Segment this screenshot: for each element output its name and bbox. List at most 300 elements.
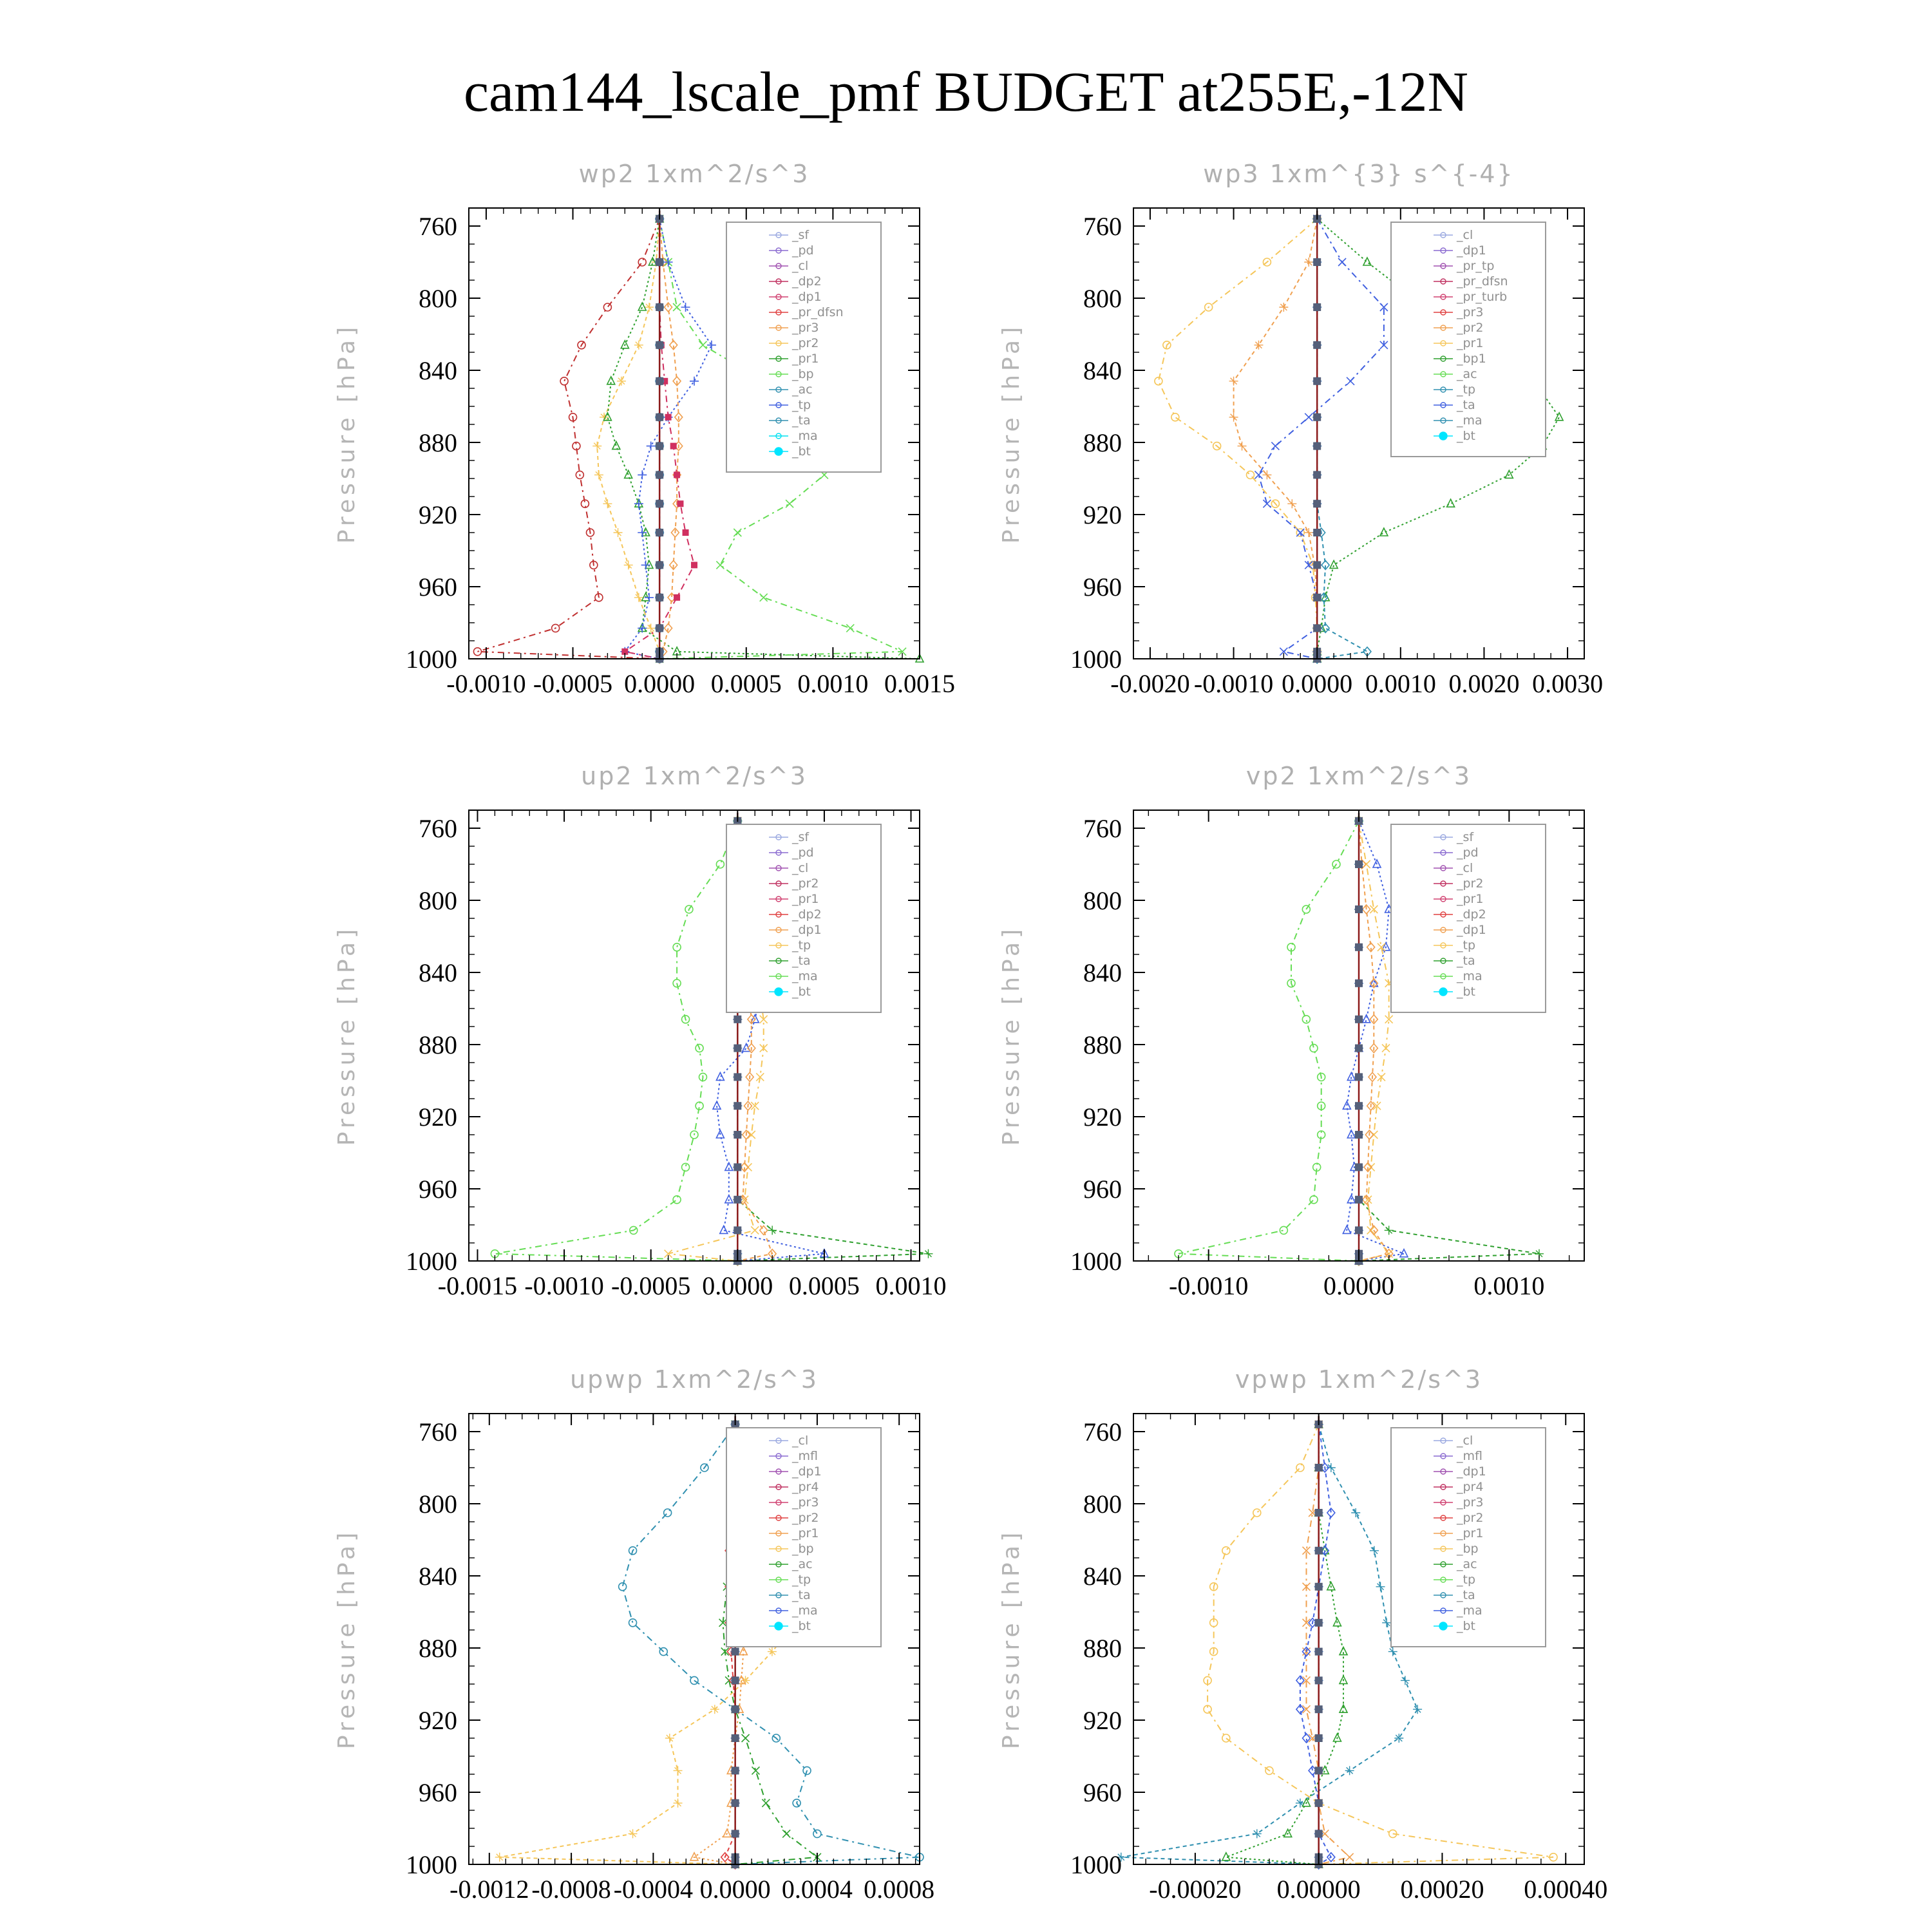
legend-label: _dp2 [792, 274, 822, 289]
point-_tp [1345, 1766, 1354, 1775]
point-_pr3 [1304, 258, 1313, 267]
center-marker [656, 413, 663, 421]
center-marker [1355, 1131, 1363, 1139]
point-_tp [1253, 1829, 1262, 1838]
point-_pr1 [1253, 1509, 1261, 1517]
point-_dp1 [1280, 1226, 1287, 1234]
panel-title: upwp 1xm^2/s^3 [570, 1365, 819, 1394]
center-marker [1355, 980, 1363, 987]
point-_tp [619, 1583, 627, 1591]
x-tick-label: -0.00020 [1149, 1875, 1242, 1904]
y-tick-label: 760 [1083, 1417, 1122, 1446]
legend-label: _pr1 [1457, 336, 1484, 350]
panel-4 [998, 762, 1584, 1300]
point-_tp [1351, 1508, 1360, 1517]
point-_tp [664, 1509, 672, 1517]
center-marker [1313, 529, 1321, 536]
figure-title: cam144_lscale_pmf BUDGET at255E,-12N [463, 61, 1469, 124]
y-tick-label: 920 [1083, 1103, 1122, 1132]
center-marker [656, 624, 663, 632]
legend-label: _ma [792, 429, 818, 443]
x-tick-label: 0.0005 [710, 669, 782, 698]
center-marker [1355, 1163, 1363, 1171]
legend-label: _dp2 [1457, 907, 1486, 922]
point-_tp [1382, 1618, 1391, 1627]
point-_pr2 [634, 341, 643, 350]
legend-label: _cl [792, 1434, 809, 1448]
legend-marker [1439, 1622, 1447, 1630]
x-tick-label: 0.00000 [1276, 1875, 1361, 1904]
y-tick-label: 840 [419, 1562, 457, 1591]
x-tick-label: -0.0010 [524, 1271, 604, 1300]
x-tick-label: 0.0005 [788, 1271, 860, 1300]
x-tick-label: -0.0020 [1110, 669, 1190, 698]
center-marker [1355, 1073, 1363, 1081]
point-_pr2 [624, 560, 633, 569]
center-marker [1355, 1045, 1363, 1052]
point-_dp1 [1310, 1196, 1318, 1204]
y-tick-label: 880 [1083, 428, 1122, 457]
legend-label: _ma [1457, 1604, 1482, 1618]
center-marker [732, 1799, 739, 1807]
y-tick-label: 760 [419, 1417, 457, 1446]
point-_tp [1388, 1647, 1397, 1656]
point-_pr2 [647, 623, 656, 632]
y-tick-label: 960 [1083, 1778, 1122, 1807]
center-marker [1313, 258, 1321, 266]
point-_dp1 [673, 943, 681, 951]
point-_pr1 [674, 1799, 683, 1808]
point-_pr1 [751, 1226, 759, 1234]
center-marker [1355, 1196, 1363, 1204]
y-tick-label: 960 [419, 1175, 457, 1204]
center-marker [734, 1226, 741, 1234]
center-marker [732, 1676, 739, 1684]
point-_pr2 [1346, 1853, 1354, 1861]
point-_ta [638, 470, 647, 479]
legend-label: _dp1 [1457, 1464, 1486, 1479]
y-tick-label: 960 [419, 573, 457, 601]
y-tick-label: 840 [419, 958, 457, 987]
legend-label: _ta [792, 954, 811, 968]
point-_ta [707, 341, 716, 350]
center-marker [734, 1196, 741, 1204]
point-_pr1 [1222, 1734, 1230, 1742]
legend-label: _ta [1457, 954, 1475, 968]
x-tick-label: 0.0020 [1448, 669, 1520, 698]
legend-label: _bp1 [1457, 352, 1486, 366]
legend-label: _bp [792, 367, 814, 381]
legend-label: _pr2 [792, 876, 819, 891]
point-_pd [683, 529, 689, 536]
y-tick-label: 920 [419, 1103, 457, 1132]
point-_tp [813, 1830, 821, 1837]
legend-label: _pd [1457, 846, 1479, 860]
y-tick-label: 760 [1083, 212, 1122, 241]
point-_dp2 [560, 377, 568, 385]
series-line-_pr2 [597, 219, 659, 659]
series-line-_dp1 [1179, 821, 1359, 1261]
y-tick-label: 880 [1083, 1634, 1122, 1663]
panel-6 [998, 1365, 1607, 1904]
x-tick-label: -0.0012 [450, 1875, 529, 1904]
panel-3 [334, 762, 947, 1300]
legend-label: _pr1 [792, 352, 819, 366]
y-tick-label: 920 [419, 1706, 457, 1735]
point-_ta [1347, 377, 1354, 385]
center-marker [1315, 1509, 1323, 1517]
legend-label: _bt [792, 444, 811, 459]
legend-label: _pr3 [792, 321, 819, 335]
legend-marker [775, 988, 782, 996]
legend-label: _pr2 [792, 336, 819, 350]
point-_pd [665, 414, 672, 421]
y-tick-label: 800 [419, 1490, 457, 1519]
point-_dp2 [923, 1249, 933, 1258]
legend-label: _ac [1457, 367, 1477, 381]
center-marker [1355, 860, 1363, 868]
legend-label: _pr3 [1457, 1495, 1484, 1510]
point-_pr2 [603, 499, 612, 508]
legend-label: _ac [1457, 1557, 1477, 1571]
legend-label: _pr2 [1457, 876, 1484, 891]
center-marker [1313, 594, 1321, 601]
point-_dp1 [1310, 1045, 1318, 1052]
y-tick-label: 880 [419, 1030, 457, 1059]
x-tick-label: 0.0004 [781, 1875, 853, 1904]
point-_pr2 [594, 470, 603, 479]
legend-label: _pr2 [792, 1511, 819, 1525]
legend-label: _bt [1457, 985, 1476, 999]
legend-label: _ma [792, 969, 818, 983]
center-marker [1355, 943, 1363, 951]
point-_ta [1255, 471, 1262, 478]
point-_pr2 [617, 377, 626, 386]
legend-label: _tp [1457, 383, 1476, 397]
x-tick-label: 0.0000 [702, 1271, 773, 1300]
center-marker [1315, 1766, 1323, 1774]
center-marker [656, 500, 663, 507]
point-_pd [691, 562, 697, 568]
point-_pr3 [1304, 528, 1313, 537]
point-_pr3 [1279, 303, 1288, 312]
y-tick-label: 800 [1083, 284, 1122, 313]
point-_ta [1338, 258, 1346, 266]
point-_ta [1263, 500, 1271, 507]
legend-label: _pr_turb [1457, 290, 1508, 304]
point-_pr3 [1254, 341, 1263, 350]
legend-label: _cl [1457, 861, 1473, 875]
legend-label: _dp1 [792, 1464, 822, 1479]
point-_pr2 [614, 528, 623, 537]
point-_ta [1296, 529, 1304, 536]
series-line-_tp [1317, 219, 1367, 659]
y-axis-label: Pressure [hPa] [334, 1528, 360, 1750]
y-tick-label: 960 [1083, 573, 1122, 601]
center-marker [1313, 442, 1321, 450]
point-_dp2 [1385, 1226, 1394, 1235]
center-marker [656, 529, 663, 536]
point-_tp [1401, 1676, 1410, 1685]
point-_tp [1376, 1582, 1385, 1591]
legend-label: _pd [792, 846, 814, 860]
x-tick-label: -0.0010 [1169, 1271, 1249, 1300]
legend-marker [775, 448, 782, 455]
series-line-_pr3 [659, 219, 679, 659]
point-_bp1 [1447, 499, 1455, 507]
legend-label: _pr4 [792, 1480, 819, 1494]
x-tick-label: 0.0000 [624, 669, 696, 698]
center-marker [1355, 1016, 1363, 1023]
x-tick-label: 0.00040 [1524, 1875, 1608, 1904]
legend-label: _ac [792, 383, 813, 397]
center-marker [734, 1131, 741, 1139]
point-_pd [670, 443, 677, 450]
legend-label: _dp2 [792, 907, 822, 922]
series-line-_dp2 [478, 219, 660, 659]
point-_pr1 [1296, 1464, 1304, 1472]
y-tick-label: 760 [419, 814, 457, 843]
point-_pr1 [748, 1131, 755, 1139]
y-tick-label: 960 [419, 1778, 457, 1807]
point-_tp [629, 1619, 637, 1627]
y-tick-label: 800 [1083, 1490, 1122, 1519]
y-tick-label: 1000 [406, 1850, 457, 1879]
point-_bp1 [1555, 413, 1563, 421]
center-marker [1313, 377, 1321, 385]
center-marker [1315, 1799, 1323, 1807]
legend-label: _pr_tp [1457, 259, 1495, 273]
point-_dp2 [603, 303, 611, 311]
center-marker [1315, 1583, 1323, 1591]
x-tick-label: 0.00020 [1400, 1875, 1484, 1904]
legend-label: _pr4 [1457, 1480, 1484, 1494]
center-marker [1313, 413, 1321, 421]
center-marker [1315, 1547, 1323, 1555]
legend-label: _pr2 [1457, 321, 1484, 335]
y-tick-label: 1000 [1070, 645, 1122, 674]
legend-label: _ma [1457, 969, 1482, 983]
x-tick-label: 0.0000 [699, 1875, 771, 1904]
panel-1 [334, 160, 955, 698]
center-marker [734, 1073, 741, 1081]
point-_bp [673, 303, 681, 311]
x-tick-label: 0.0000 [1282, 669, 1353, 698]
legend-label: _pr1 [1457, 1526, 1484, 1540]
legend-label: _ta [792, 413, 811, 428]
y-tick-label: 840 [1083, 356, 1122, 385]
point-_pr2 [592, 442, 601, 451]
center-marker [1315, 1648, 1323, 1656]
y-tick-label: 880 [419, 1634, 457, 1663]
point-_tp [1370, 1546, 1379, 1555]
legend-label: _ac [792, 1557, 813, 1571]
x-tick-label: 0.0010 [797, 669, 869, 698]
legend-label: _pr3 [792, 1495, 819, 1510]
point-_pr2 [1246, 471, 1254, 478]
y-tick-label: 840 [419, 356, 457, 385]
point-_dp2 [768, 1226, 777, 1235]
legend-label: _pr_dfsn [792, 305, 844, 319]
series-line-_dp1 [495, 821, 737, 1261]
legend-label: _pr1 [792, 1526, 819, 1540]
center-marker [732, 1830, 739, 1837]
y-tick-label: 800 [1083, 886, 1122, 915]
y-axis-label: Pressure [hPa] [998, 323, 1025, 544]
y-tick-label: 880 [419, 428, 457, 457]
y-tick-label: 840 [1083, 1562, 1122, 1591]
y-tick-label: 1000 [1070, 1247, 1122, 1276]
series-line-_pr3 [1234, 219, 1318, 659]
point-_pr3 [1287, 499, 1296, 508]
x-tick-label: -0.0005 [611, 1271, 691, 1300]
point-_ta [716, 1072, 724, 1080]
point-_dp2 [638, 258, 646, 266]
legend-label: _bp [1457, 1542, 1479, 1556]
legend-label: _ta [1457, 1588, 1475, 1602]
y-tick-label: 1000 [406, 1247, 457, 1276]
x-tick-label: 0.0010 [875, 1271, 947, 1300]
legend-label: _sf [792, 830, 810, 844]
legend-label: _mfl [792, 1449, 818, 1463]
point-_ta [690, 377, 699, 386]
point-_bp1 [1363, 258, 1371, 265]
point-_dp1 [1302, 1016, 1310, 1023]
legend-label: _pr1 [1457, 892, 1484, 906]
center-marker [1315, 1734, 1323, 1742]
point-_pr1 [674, 1766, 683, 1775]
legend-label: _pr1 [792, 892, 819, 906]
y-tick-label: 920 [1083, 500, 1122, 529]
point-_pd [674, 471, 680, 478]
panel-title: up2 1xm^2/s^3 [581, 762, 808, 790]
legend-label: _cl [1457, 1434, 1473, 1448]
center-marker [656, 561, 663, 569]
legend-label: _ma [1457, 413, 1482, 428]
x-tick-label: -0.0010 [446, 669, 526, 698]
center-marker [656, 303, 663, 311]
legend-label: _ma [792, 1604, 818, 1618]
y-axis-label: Pressure [hPa] [334, 925, 360, 1146]
x-tick-label: 0.0000 [1323, 1271, 1394, 1300]
point-_pr1 [495, 1853, 504, 1862]
x-tick-label: 0.0030 [1532, 669, 1604, 698]
point-_ta [647, 442, 656, 451]
x-tick-label: -0.0010 [1193, 669, 1274, 698]
legend-label: _tp [792, 1573, 811, 1587]
point-_pr2 [1171, 413, 1179, 421]
point-_pr1 [710, 1705, 719, 1714]
legend-label: _bt [1457, 1619, 1476, 1633]
legend-marker [1439, 432, 1447, 440]
center-marker [1355, 1102, 1363, 1110]
legend-label: _ta [1457, 398, 1475, 412]
y-axis-label: Pressure [hPa] [998, 1528, 1025, 1750]
y-axis-label: Pressure [hPa] [334, 323, 360, 544]
center-marker [732, 1766, 739, 1774]
center-marker [734, 1102, 741, 1110]
center-marker [732, 1705, 739, 1713]
point-_pr1 [665, 1734, 674, 1743]
point-_pd [677, 500, 683, 507]
y-tick-label: 880 [1083, 1030, 1122, 1059]
point-_bp [782, 1830, 790, 1837]
series-line-_pr2 [1159, 219, 1317, 659]
center-marker [656, 341, 663, 349]
legend-label: _ta [792, 1588, 811, 1602]
center-marker [656, 377, 663, 385]
legend-label: _tp [1457, 1573, 1476, 1587]
y-tick-label: 840 [1083, 958, 1122, 987]
legend-label: _bp [792, 1542, 814, 1556]
center-marker [1355, 1226, 1363, 1234]
legend-label: _cl [792, 861, 809, 875]
legend-label: _tp [792, 938, 811, 952]
point-_ta [1271, 442, 1279, 450]
center-marker [1313, 561, 1321, 569]
x-tick-label: -0.0008 [531, 1875, 611, 1904]
legend-label: _dp1 [792, 923, 822, 937]
panel-title: wp2 1xm^2/s^3 [578, 160, 810, 188]
legend-label: _bt [1457, 429, 1476, 443]
legend-label: _cl [792, 259, 809, 273]
point-_bp [742, 1734, 750, 1742]
x-tick-label: -0.0015 [437, 1271, 518, 1300]
center-marker [732, 1734, 739, 1742]
point-_ta [1305, 413, 1312, 421]
center-marker [1313, 303, 1321, 311]
center-marker [734, 1163, 741, 1171]
center-marker [732, 1648, 739, 1656]
center-marker [1355, 905, 1363, 913]
legend-label: _mfl [1457, 1449, 1482, 1463]
y-tick-label: 800 [419, 886, 457, 915]
legend-label: _dp1 [1457, 923, 1486, 937]
point-_bp [734, 529, 741, 536]
center-marker [1313, 471, 1321, 478]
y-tick-label: 1000 [406, 645, 457, 674]
center-marker [656, 258, 663, 266]
legend-label: _bt [792, 1619, 811, 1633]
y-tick-label: 1000 [1070, 1850, 1122, 1879]
legend-label: _dp1 [792, 290, 822, 304]
point-_bp [760, 594, 768, 601]
center-marker [1315, 1705, 1323, 1713]
y-tick-label: 800 [419, 284, 457, 313]
x-tick-label: 0.0008 [864, 1875, 935, 1904]
center-marker [734, 1016, 741, 1023]
legend-label: _tp [1457, 938, 1476, 952]
x-tick-label: 0.0010 [1473, 1271, 1545, 1300]
x-tick-label: -0.0004 [613, 1875, 694, 1904]
y-axis-label: Pressure [hPa] [998, 925, 1025, 1146]
point-_bp [846, 624, 854, 632]
point-_pr3 [1262, 470, 1271, 479]
point-_pr1 [1222, 1547, 1230, 1555]
series-line-_ta [1258, 219, 1383, 659]
legend-label: _pd [792, 243, 814, 258]
x-tick-label: 0.0010 [1365, 669, 1436, 698]
center-marker [734, 1045, 741, 1052]
legend-label: _sf [1457, 830, 1474, 844]
point-_bp [752, 1766, 759, 1774]
series-line-_pr2 [1359, 821, 1389, 1261]
series-line-_tp [1121, 1425, 1417, 1864]
panel-2 [998, 160, 1603, 698]
point-_ta [1347, 1072, 1355, 1080]
legend-label: _pr3 [1457, 305, 1484, 319]
point-_tp [1413, 1705, 1422, 1714]
